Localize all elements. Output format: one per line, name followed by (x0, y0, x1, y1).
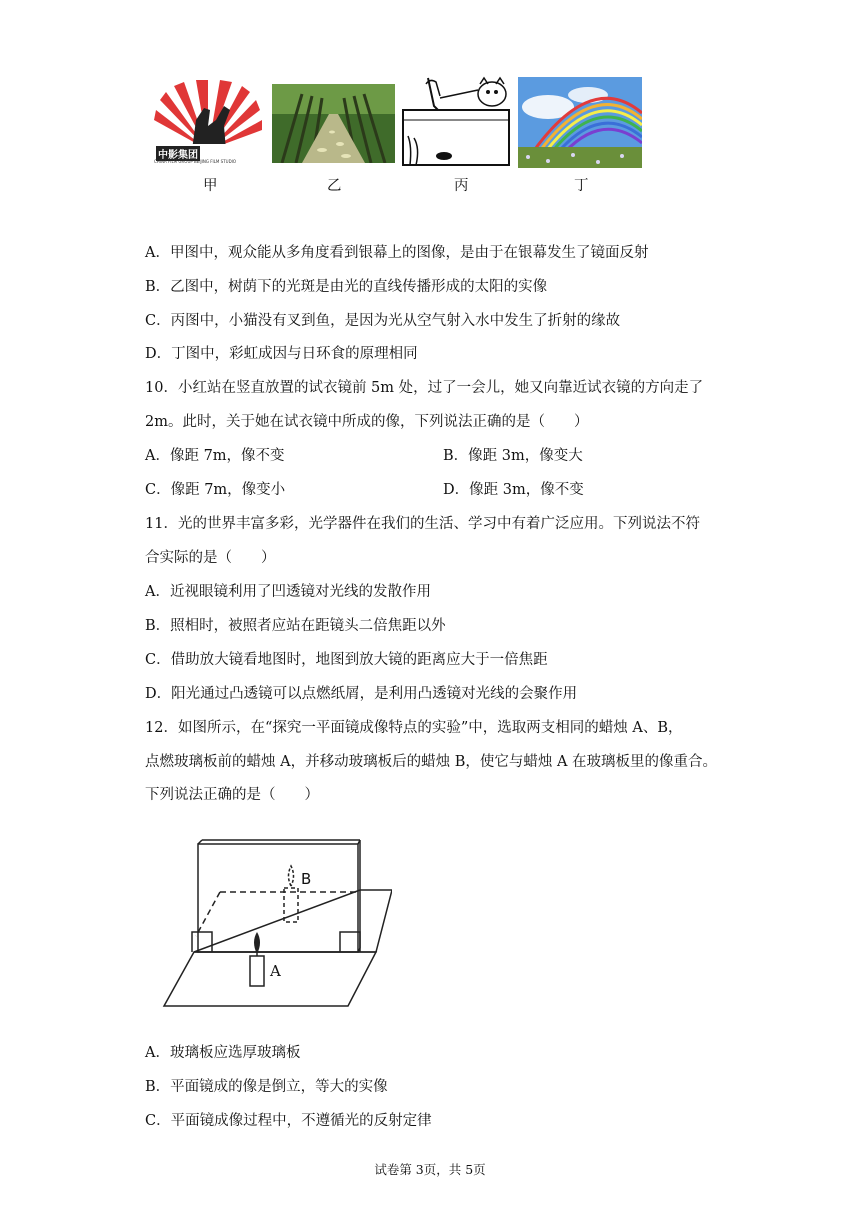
q10-stem-line1: 10．小红站在竖直放置的试衣镜前 5m 处，过了一会儿，她又向靠近试衣镜的方向走了 (145, 380, 704, 396)
q11-option-c: C．借助放大镜看地图时，地图到放大镜的距离应大于一倍焦距 (145, 652, 548, 668)
q10-option-a: A．像距 7m，像不变 (145, 448, 285, 464)
q11-option-d: D．阳光通过凸透镜可以点燃纸屑，是利用凸透镜对光线的会聚作用 (145, 686, 578, 702)
q10-option-d: D．像距 3m，像不变 (443, 482, 584, 498)
q12-stem-line3: 下列说法正确的是（ ） (145, 787, 319, 803)
caption-ding: 丁 (574, 178, 589, 194)
label-candle-b: B (301, 870, 312, 888)
q11-option-a: A．近视眼镜利用了凹透镜对光线的发散作用 (145, 584, 431, 600)
q12-stem-line1: 12．如图所示，在“探究一平面镜成像特点的实验”中，选取两支相同的蜡烛 A、B， (145, 720, 683, 736)
q12-stem-line2: 点燃玻璃板前的蜡烛 A，并移动玻璃板后的蜡烛 B，使它与蜡烛 A 在玻璃板里的像重合。 (145, 754, 718, 770)
q9-option-d: D．丁图中，彩虹成因与日环食的原理相同 (145, 346, 418, 362)
caption-yi: 乙 (327, 178, 342, 194)
caption-bing: 丙 (454, 178, 469, 194)
q12-option-b: B．平面镜成的像是倒立，等大的实像 (145, 1079, 388, 1095)
q10-stem-line2: 2m。此时，关于她在试衣镜中所成的像，下列说法正确的是（ ） (145, 414, 589, 430)
figure-plane-mirror-experiment (160, 836, 392, 1012)
page-footer: 试卷第 3页，共 5页 (374, 1162, 486, 1177)
q12-option-c: C．平面镜成像过程中，不遵循光的反射定律 (145, 1113, 432, 1129)
q11-option-b: B．照相时，被照者应站在距镜头二倍焦距以外 (145, 618, 446, 634)
figure-jia-film-logo (152, 80, 264, 166)
q10-option-c: C．像距 7m，像变小 (145, 482, 286, 498)
q11-stem-line2: 合实际的是（ ） (145, 550, 276, 566)
figure-ding-rainbow (518, 77, 642, 168)
q9-option-a: A．甲图中，观众能从多角度看到银幕上的图像，是由于在银幕发生了镜面反射 (145, 245, 649, 261)
figure-yi-tree-shade (272, 84, 395, 163)
figure-bing-cat-fish (400, 76, 513, 168)
logo-subtext: CHINA FILM GROUP BEIJING FILM STUDIO (154, 159, 236, 164)
logo-text: 中影集团 (156, 146, 200, 161)
q9-option-c: C．丙图中，小猫没有叉到鱼，是因为光从空气射入水中发生了折射的缘故 (145, 313, 621, 329)
q10-option-b: B．像距 3m，像变大 (443, 448, 583, 464)
q11-stem-line1: 11．光的世界丰富多彩，光学器件在我们的生活、学习中有着广泛应用。下列说法不符 (145, 516, 700, 532)
q12-option-a: A．玻璃板应选厚玻璃板 (145, 1045, 301, 1061)
caption-jia: 甲 (203, 178, 218, 194)
q9-option-b: B．乙图中，树荫下的光斑是由光的直线传播形成的太阳的实像 (145, 279, 548, 295)
label-candle-a: A (270, 962, 281, 980)
